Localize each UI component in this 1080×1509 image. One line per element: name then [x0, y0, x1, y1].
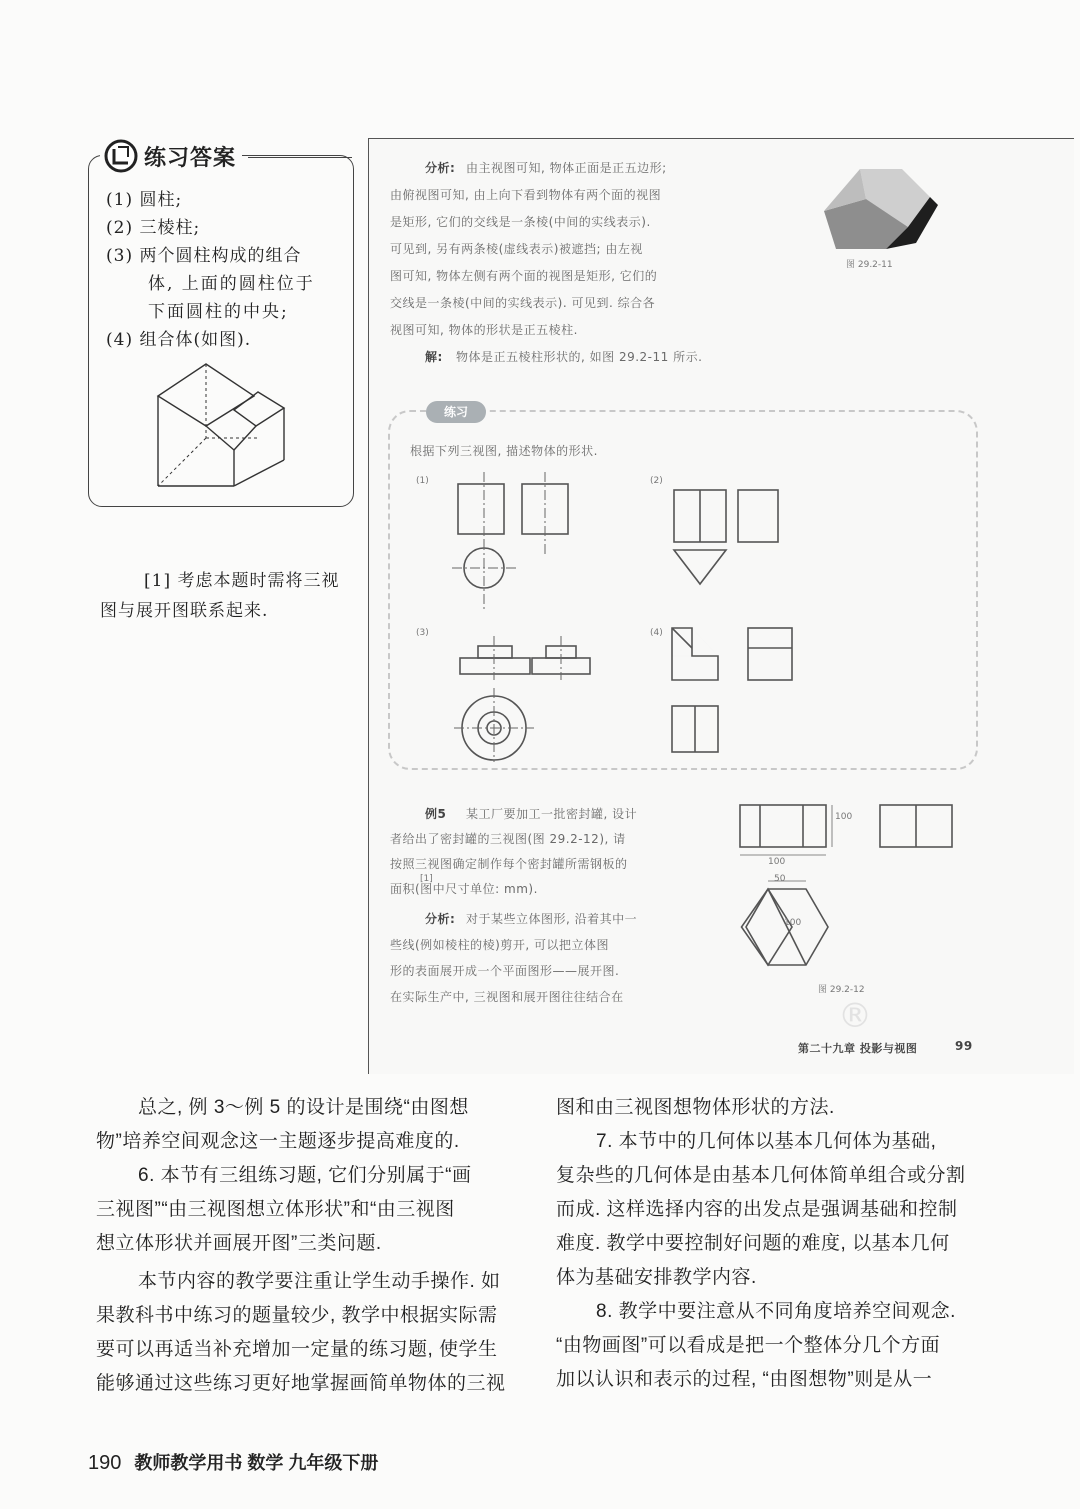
example5-line-1: 某工厂要加工一批密封罐, 设计 [466, 807, 638, 821]
example5-line-3: 按照三视图确定制作每个密封罐所需钢板的 [390, 857, 628, 871]
solution-text: 物体是正五棱柱形状的, 如图 29.2-11 所示. [456, 350, 703, 364]
registered-watermark-icon: ® [838, 996, 872, 1036]
example5-line-4: 面积(图中尺寸单位: mm). [390, 882, 538, 896]
right-line-3: 复杂些的几何体是由基本几何体简单组合或分割 [556, 1165, 966, 1186]
footnote: [1] 考虑本题时需将三视图与展开图联系起来. [100, 571, 340, 621]
answer-item-3-line-2: 体, 上面的圆柱位于 [148, 274, 315, 294]
chapter-footer: 第二十九章 投影与视图 [798, 1042, 918, 1055]
solution-label: 解: [425, 350, 443, 364]
analysis2-label: 分析: [425, 912, 456, 926]
right-line-4: 而成. 这样选择内容的出发点是强调基础和控制 [556, 1199, 958, 1220]
dim-label-50: 50 [774, 874, 786, 884]
left-line-9: 能够通过这些练习更好地掌握画简单物体的三视 [96, 1373, 506, 1394]
fig-29-2-12-caption: 图 29.2-12 [818, 985, 865, 995]
analysis-line-7: 视图可知, 物体的形状是正五棱柱. [390, 323, 578, 337]
right-line-7: 8. 教学中要注意从不同角度培养空间观念. [596, 1301, 956, 1322]
right-line-2: 7. 本节中的几何体以基本几何体为基础, [596, 1131, 937, 1152]
example5-line-2: 者给出了密封罐的三视图(图 29.2-12), 请 [390, 832, 626, 846]
left-line-4: 三视图”“由三视图想立体形状”和“由三视图 [96, 1199, 455, 1220]
right-line-5: 难度. 教学中要控制好问题的难度, 以基本几何 [556, 1233, 950, 1254]
pentagonal-prism-figure [820, 165, 940, 250]
excerpt-page-number: 99 [955, 1039, 973, 1053]
analysis-line-2: 由俯视图可知, 由上向下看到物体有两个面的视图 [390, 188, 662, 202]
left-line-5: 想立体形状并画展开图”三类问题. [96, 1233, 382, 1254]
dim-label-height: 100 [835, 812, 853, 822]
practice-label-4: (4) [650, 628, 663, 638]
example5-label: 例5 [425, 807, 447, 821]
practice-three-view-figures [388, 410, 974, 766]
left-line-3: 6. 本节有三组练习题, 它们分别属于“画 [138, 1165, 472, 1186]
practice-label-2: (2) [650, 476, 663, 486]
answer-title: 练习答案 [144, 145, 237, 171]
analysis2-line-4: 在实际生产中, 三视图和展开图往往结合在 [390, 990, 624, 1004]
answer-logo-icon [104, 139, 138, 173]
right-line-6: 体为基础安排教学内容. [556, 1267, 757, 1288]
practice-prompt: 根据下列三视图, 描述物体的形状. [410, 444, 598, 458]
left-line-6: 本节内容的教学要注重让学生动手操作. 如 [138, 1271, 501, 1292]
book-title: 教师教学用书 数学 九年级下册 [134, 1453, 379, 1473]
answer-heading [100, 138, 242, 174]
note-mark: [1] [420, 874, 433, 884]
page-number: 190 [88, 1452, 122, 1474]
page-footer [88, 1449, 378, 1475]
analysis-line-1: 由主视图可知, 物体正面是正五边形; [466, 161, 667, 175]
left-line-2: 物”培养空间观念这一主题逐步提高难度的. [96, 1131, 460, 1152]
answer-item-2: (2) 三棱柱; [106, 218, 201, 238]
analysis2-line-3: 形的表面展开成一个平面图形——展开图. [390, 964, 620, 978]
analysis-label: 分析: [425, 161, 456, 175]
answer-item-3-line-3: 下面圆柱的中央; [148, 302, 289, 322]
right-line-1: 图和由三视图想物体形状的方法. [556, 1097, 835, 1118]
analysis2-line-2: 些线(例如棱柱的棱)剪开, 可以把立体图 [390, 938, 609, 952]
right-line-8: “由物画图”可以看成是把一个整体分几个方面 [556, 1335, 941, 1356]
combined-solid-figure [150, 360, 290, 492]
left-line-8: 要可以再适当补充增加一定量的练习题, 使学生 [96, 1339, 498, 1360]
analysis-line-5: 图可知, 物体左侧有两个面的视图是矩形, 它们的 [390, 269, 658, 283]
analysis-line-4: 可见到, 另有两条棱(虚线表示)被遮挡; 由左视 [390, 242, 643, 256]
analysis-line-6: 交线是一条棱(中间的实线表示). 可见到. 综合各 [390, 296, 656, 310]
analysis2-line-1: 对于某些立体图形, 沿着其中一 [466, 912, 638, 926]
right-line-9: 加以认识和表示的过程, “由图想物”则是从一 [556, 1369, 933, 1390]
answer-item-1: (1) 圆柱; [106, 190, 183, 210]
fig-29-2-12-figure [730, 795, 970, 995]
practice-label-1: (1) [416, 476, 429, 486]
practice-tag: 练习 [426, 401, 486, 423]
answer-heading-rule [248, 157, 352, 158]
answer-item-4: (4) 组合体(如图). [106, 330, 252, 350]
fig-29-2-11-caption: 图 29.2-11 [846, 260, 893, 270]
analysis-line-3: 是矩形, 它们的交线是一条棱(中间的实线表示). [390, 215, 651, 229]
dim-label-diagonal: 100 [784, 918, 802, 928]
answer-item-3: (3) 两个圆柱构成的组合 [106, 246, 302, 266]
dim-label-width: 100 [768, 857, 786, 867]
practice-label-3: (3) [416, 628, 429, 638]
left-line-1: 总之, 例 3～例 5 的设计是围绕“由图想 [138, 1097, 469, 1118]
left-line-7: 果教科书中练习的题量较少, 教学中根据实际需 [96, 1305, 498, 1326]
